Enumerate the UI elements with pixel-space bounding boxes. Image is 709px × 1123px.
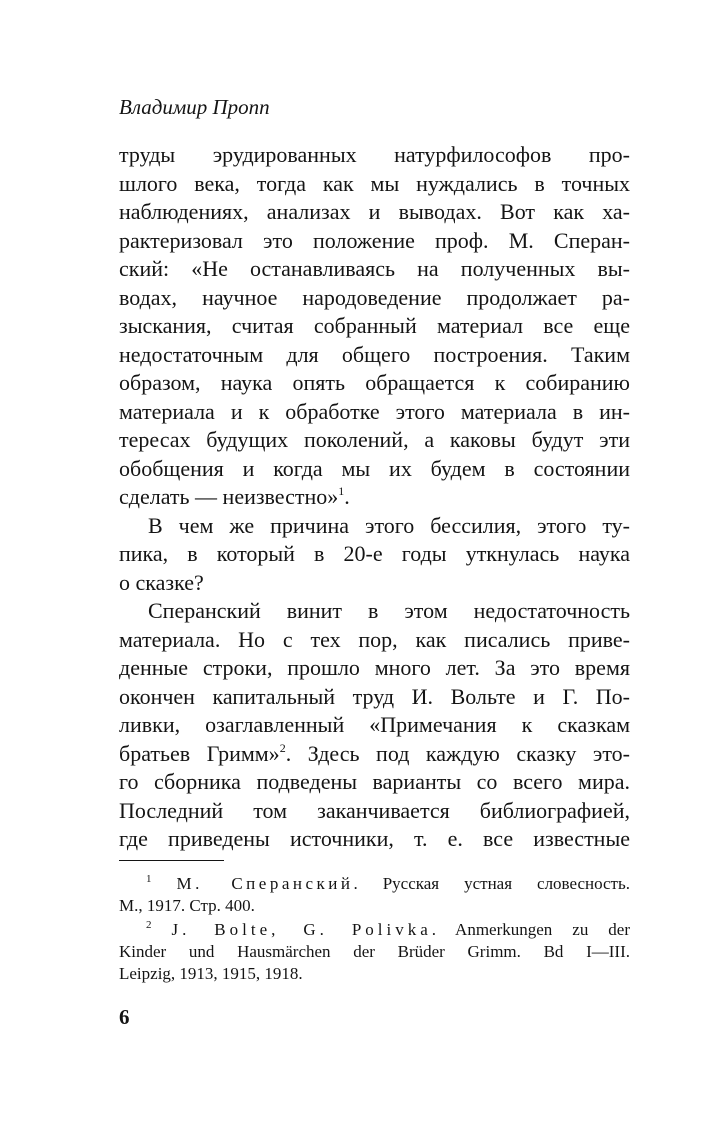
footnote-marker: 1 xyxy=(146,873,152,886)
footnote-text: . Anmerkungen zu der xyxy=(431,920,630,939)
text-line: материала. Но с тех пор, как писались приве- xyxy=(119,626,630,652)
text-line: где приведены источники, т. е. все известные xyxy=(119,826,630,851)
line-text: . xyxy=(344,484,350,509)
text-line: материала и к обработке этого материала в ин- xyxy=(119,398,630,424)
footnote xyxy=(119,873,630,917)
text-line: о сказке? xyxy=(119,569,204,595)
footnote-line: Kinder und Hausmärchen der Brüder Grimm. Bd I—III. xyxy=(119,942,630,961)
text-line: В чем же причина этого бессилия, этого ту- xyxy=(148,512,630,538)
text-line: пика, в который в 20-е годы уткнулась наука xyxy=(119,541,630,566)
text-line: го сборника подведены варианты со всего мира. xyxy=(119,769,630,794)
footnote-author: М. Сперанский xyxy=(176,874,354,893)
footnotes xyxy=(119,873,630,985)
line-text: . Здесь под каждую сказку это- xyxy=(285,740,631,766)
line-text: братьев Гримм» xyxy=(119,740,280,766)
line-text: сделать — неизвестно» xyxy=(119,484,339,509)
text-line: образом, наука опять обращается к собиранию xyxy=(119,370,630,395)
body-text xyxy=(119,141,630,854)
footnote-rule xyxy=(119,860,224,861)
text-line: ский: «Не останавливаясь на полученных вы- xyxy=(119,256,630,281)
text-line: обобщения и когда мы их будем в состоянии xyxy=(119,455,630,481)
running-header: Владимир Пропп xyxy=(119,95,270,119)
text-line: зыскания, считая собранный материал все еще xyxy=(119,313,630,338)
text-line: ливки, озаглавленный «Примечания к сказкам xyxy=(119,712,630,737)
text-line: водах, научное народоведение продолжает ра- xyxy=(119,284,630,310)
footnote-line xyxy=(119,873,630,895)
text-line: денные строки, прошло много лет. За это время xyxy=(119,655,630,680)
text-line: наблюдениях, анализах и выводах. Вот как ха- xyxy=(119,199,630,224)
footnote-line: М., 1917. Стр. 400. xyxy=(119,896,255,915)
text-line: Сперанский винит в этом недостаточность xyxy=(148,598,630,623)
text-line: рактеризовал это положение проф. М. Сперан- xyxy=(119,227,630,253)
footnote-line xyxy=(119,919,630,941)
text-line: труды эрудированных натурфилософов про- xyxy=(119,142,630,167)
text-line xyxy=(119,483,630,512)
text-line: недостаточным для общего построения. Таким xyxy=(119,341,630,367)
text-line: шлого века, тогда как мы нуждались в точных xyxy=(119,170,630,196)
footnote-ref: 1 xyxy=(338,484,345,498)
text-line: Последний том заканчивается библиографией, xyxy=(119,797,630,823)
footnote-text: . Русская устная словесность. xyxy=(353,874,630,893)
footnote xyxy=(119,919,630,985)
footnote-author: J. Bolte, G. Polivka xyxy=(171,920,432,939)
text-line: тересах будущих поколений, а каковы будут эти xyxy=(119,427,630,452)
page-number: 6 xyxy=(119,1005,130,1029)
footnote-marker: 2 xyxy=(146,919,152,932)
footnote-ref: 2 xyxy=(279,740,286,755)
footnote-line: Leipzig, 1913, 1915, 1918. xyxy=(119,964,303,983)
text-line xyxy=(119,740,630,769)
text-line: окончен капитальный труд И. Вольте и Г. По- xyxy=(119,683,630,709)
